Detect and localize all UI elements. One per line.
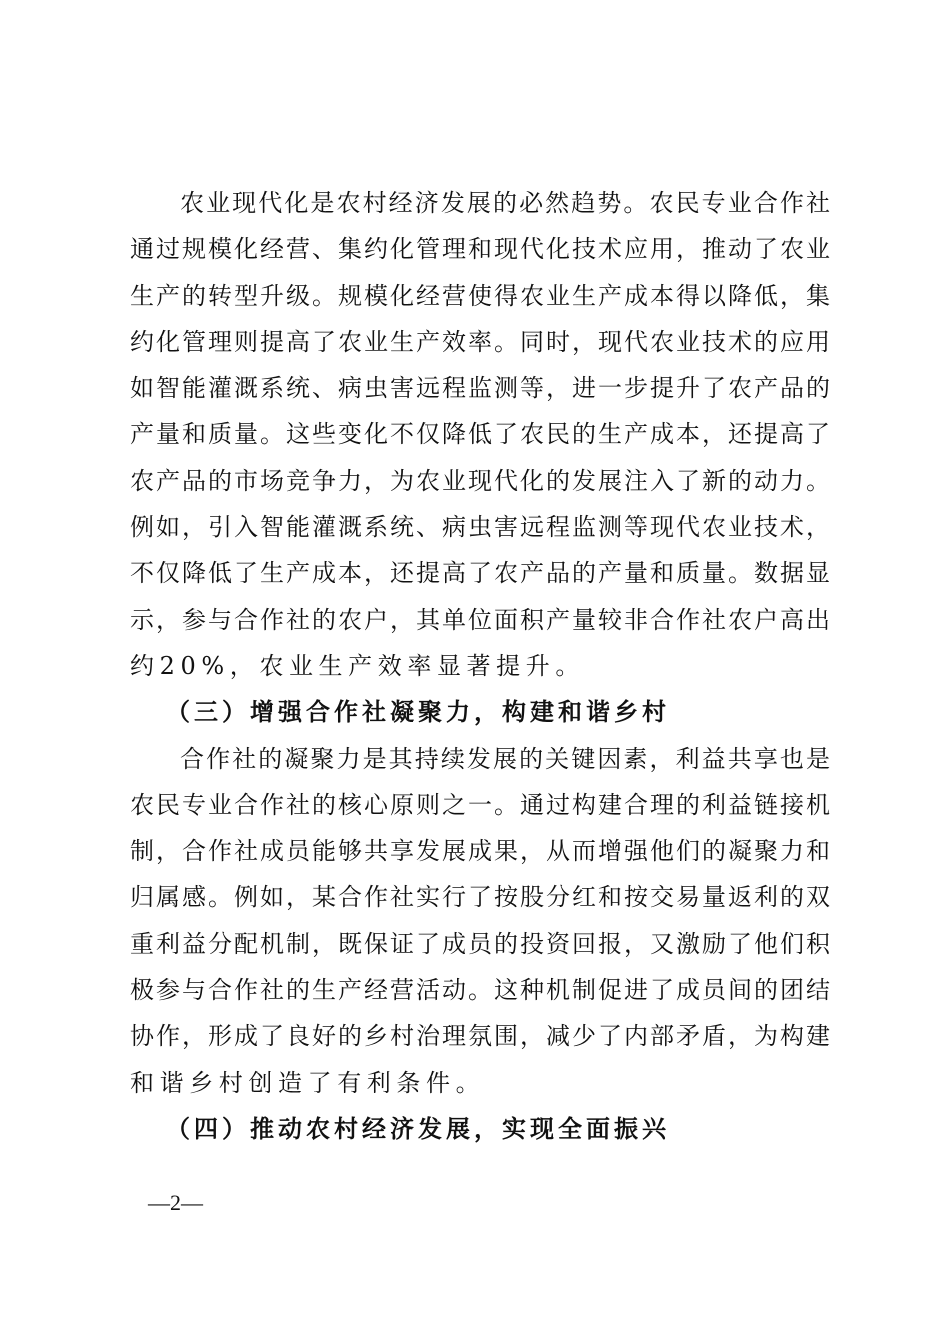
text-line: 农民专业合作社的核心原则之一。通过构建合理的利益链接机: [130, 790, 830, 819]
paragraph-1: [130, 180, 830, 689]
text-line: 约20%，农业生产效率显著提升。: [130, 651, 585, 680]
section-heading-3: （三）增强合作社凝聚力，构建和谐乡村: [166, 697, 670, 727]
text-line: 示，参与合作社的农户，其单位面积产量较非合作社农户高出: [130, 605, 830, 634]
text-line: 生产的转型升级。规模化经营使得农业生产成本得以降低，集: [130, 281, 830, 310]
text-line: 制，合作社成员能够共享发展成果，从而增强他们的凝聚力和: [130, 837, 830, 866]
text-line: 和谐乡村创造了有利条件。: [130, 1068, 486, 1097]
text-line: 不仅降低了生产成本，还提高了农产品的产量和质量。数据显: [130, 559, 830, 588]
text-line: 重利益分配机制，既保证了成员的投资回报，又激励了他们积: [130, 929, 830, 958]
page-number: —2—: [148, 1190, 203, 1215]
text-line: 极参与合作社的生产经营活动。这种机制促进了成员间的团结: [130, 976, 830, 1005]
text-line: 产量和质量。这些变化不仅降低了农民的生产成本，还提高了: [130, 420, 830, 449]
text-line: 归属感。例如，某合作社实行了按股分红和按交易量返利的双: [130, 883, 830, 912]
text-line: 农业现代化是农村经济发展的必然趋势。农民专业合作社: [180, 189, 830, 217]
paragraph-2: [130, 736, 830, 1106]
text-line: 如智能灌溉系统、病虫害远程监测等，进一步提升了农产品的: [130, 374, 830, 403]
text-line: 合作社的凝聚力是其持续发展的关键因素，利益共享也是: [180, 744, 830, 773]
text-line: 约化管理则提高了农业生产效率。同时，现代农业技术的应用: [130, 327, 830, 356]
document-body: [130, 180, 830, 1152]
section-heading-4: （四）推动农村经济发展，实现全面振兴: [166, 1113, 670, 1143]
text-line: 协作，形成了良好的乡村治理氛围，减少了内部矛盾，为构建: [130, 1022, 830, 1051]
text-line: 农产品的市场竞争力，为农业现代化的发展注入了新的动力。: [130, 466, 830, 495]
text-line: 例如，引入智能灌溉系统、病虫害远程监测等现代农业技术，: [130, 513, 830, 542]
text-line: 通过规模化经营、集约化管理和现代化技术应用，推动了农业: [130, 235, 830, 264]
